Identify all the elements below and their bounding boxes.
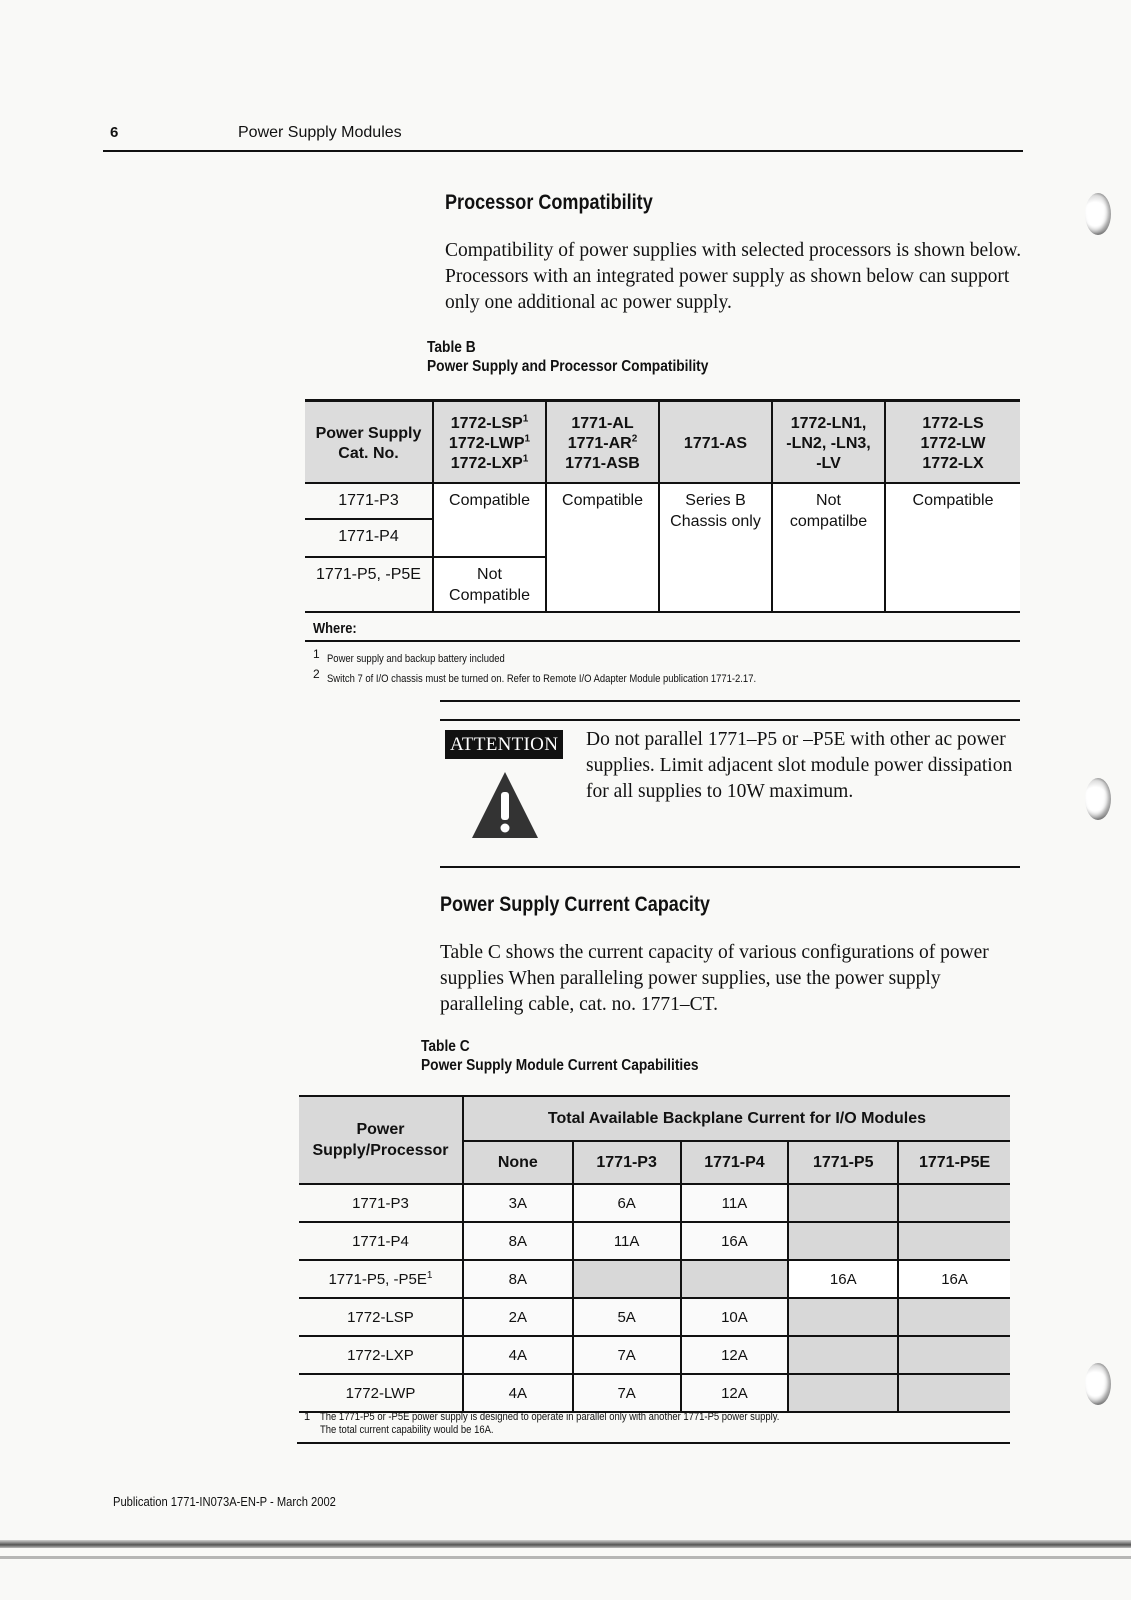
divider	[440, 700, 1020, 702]
table-c-footnote: 1 The 1771-P5 or -P5E power supply is designed to operate in parallel only with another 1771-P5 power supply. The total current capability would be 16A.	[304, 1411, 780, 1436]
table-c-caption	[421, 1037, 744, 1075]
table-c-current-capabilities	[299, 1095, 1010, 1413]
section-body-current-capacity: Table C shows the current capacity of various configurations of power supplies When paralleling power supplies, use the power supply paralleling cable, cat. no. 1771–CT.	[440, 942, 989, 1015]
cell-as-all: Series B Chassis only	[659, 483, 772, 612]
table-b-caption	[427, 338, 754, 376]
cell-al-all: Compatible	[546, 483, 659, 612]
table-row: 1771-P4 8A 11A 16A	[299, 1222, 1010, 1260]
attention-badge: ATTENTION	[445, 730, 563, 759]
col-header-1771-p5: 1771-P5	[788, 1141, 898, 1184]
divider	[440, 719, 1020, 721]
header-rule	[103, 150, 1023, 152]
table-row: 1772-LSP 2A 5A 10A	[299, 1298, 1010, 1336]
row-header-1771-p5: 1771-P5, -P5E	[316, 566, 421, 583]
group-header-backplane-current: Total Available Backplane Current for I/O Modules	[463, 1096, 1010, 1141]
cell-lsp-p5: Not Compatible	[433, 557, 546, 612]
section-body-processor-compatibility: Compatibility of power supplies with selected processors is shown below. Processors with an integrated power supply as shown below can support only one additional ac power supply.	[445, 240, 1022, 313]
col-header-power-supply: Power Supply Cat. No.	[305, 401, 433, 484]
attention-text: Do not parallel 1771–P5 or –P5E with other ac power supplies. Limit adjacent slot module power dissipation for all supplies to 10W maximum.	[586, 729, 1013, 802]
row-header-1771-p4: 1771-P4	[305, 519, 433, 557]
warning-triangle-icon	[470, 770, 540, 840]
cell-ls-all: Compatible	[885, 483, 1020, 612]
col-header-1771-as: 1771-AS	[659, 401, 772, 484]
binder-hole	[1085, 193, 1111, 235]
table-c-title: Power Supply Module Current Capabilities	[421, 1057, 699, 1074]
binder-hole	[1085, 1363, 1111, 1405]
col-header-1771-al: 1771-AL $1771-AR^2$ 1771-ASB	[546, 401, 659, 484]
col-header-none: None	[463, 1141, 573, 1184]
col-header-1771-p5e: 1771-P5E	[898, 1141, 1010, 1184]
table-c-label: Table C	[421, 1038, 470, 1055]
running-head: Power Supply Modules	[238, 124, 402, 141]
col-header-1772-lsp: 1772-LSP$^1$ 1772-LWP$^1$ 1772-LXP$^1$	[433, 401, 546, 484]
section-title-current-capacity: Power Supply Current Capacity	[440, 893, 710, 916]
cell-lsp-p3-p4: Compatible	[433, 483, 546, 557]
row-header-1771-p3: 1771-P3	[305, 483, 433, 519]
table-b-compatibility	[305, 399, 1020, 613]
col-header-1771-p3: 1771-P3	[573, 1141, 681, 1184]
divider	[440, 866, 1020, 868]
table-row: 1771-P5, $-P5E^1$ 8A 16A 16A	[299, 1260, 1010, 1298]
section-title-processor-compatibility: Processor Compatibility	[445, 191, 653, 214]
table-b-label: Table B	[427, 339, 476, 356]
table-b-footnote-1: 1 Power supply and backup battery included	[313, 647, 505, 665]
table-row: 1771-P3 3A 6A 11A	[299, 1184, 1010, 1222]
table-row: 1772-LWP 4A 7A 12A	[299, 1374, 1010, 1412]
page-edge	[0, 1540, 1131, 1548]
col-header-1772-ls: 1772-LS 1772-LW 1772-LX	[885, 401, 1020, 484]
where-rule	[305, 640, 1020, 642]
binder-hole	[1085, 778, 1111, 820]
page-edge	[0, 1556, 1131, 1559]
col-header-1771-p4: 1771-P4	[681, 1141, 789, 1184]
cell-ln-all: Not compatilbe	[772, 483, 885, 612]
col-header-1772-ln: 1772-LN1, -LN2, -LN3, -LV	[772, 401, 885, 484]
table-b-title: Power Supply and Processor Compatibility	[427, 358, 709, 375]
table-b-footnote-2: 2 Switch 7 of I/O chassis must be turned on. Refer to Remote I/O Adapter Module publication 1771-2.17.	[313, 667, 757, 685]
where-label: Where:	[313, 620, 357, 637]
row-header-title: Power Supply/Processor	[299, 1096, 463, 1184]
publication-footer: Publication 1771-IN073A-EN-P - March 2002	[113, 1494, 336, 1509]
page-number: 6	[110, 124, 119, 141]
divider	[297, 1442, 1010, 1444]
table-row: 1772-LXP 4A 7A 12A	[299, 1336, 1010, 1374]
